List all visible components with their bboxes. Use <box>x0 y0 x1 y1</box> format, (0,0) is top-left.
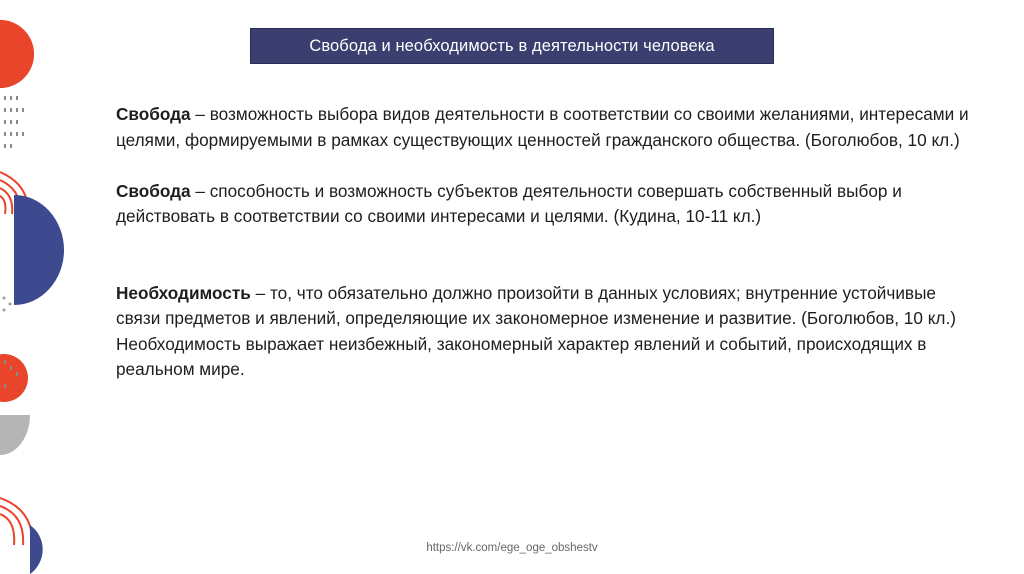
footer-link[interactable]: https://vk.com/ege_oge_obshestv <box>426 542 598 554</box>
red-circle <box>0 20 34 88</box>
navy-half-circle <box>14 195 64 305</box>
content-area <box>116 102 976 383</box>
title-bar <box>250 28 774 64</box>
concentric-arcs-bottom <box>0 498 32 545</box>
gray-shape <box>0 415 30 455</box>
necessity-extra-paragraph: Необходимость выражает неизбежный, закономерный характер явлений и событий, происходящих в реальном мире. <box>116 333 927 379</box>
page-title: Свобода и необходимость в деятельности человека <box>309 36 715 55</box>
small-dots <box>3 297 12 312</box>
term-freedom-1: Свобода <box>116 104 191 124</box>
term-freedom-2: Свобода <box>116 180 191 201</box>
definition-paragraph-3 <box>116 281 976 332</box>
definition-text-1: – возможность выбора видов деятельности в соответствии со своими желаниями, интересами и целями, формируемыми в рамках существующих ценностей гражданского общества. (Боголюбов, 10 кл.) <box>116 104 969 150</box>
dot-cluster <box>4 96 24 148</box>
term-necessity: Необходимость <box>116 282 251 303</box>
definition-paragraph-2 <box>116 179 976 230</box>
definition-text-2: – способность и возможность субъектов деятельности совершать собственный выбор и действовать в соответствии со своими интересами и целями. (Кудина, 10-11 кл.) <box>116 180 902 226</box>
decorative-pattern <box>0 0 70 574</box>
definition-paragraph-1 <box>116 102 976 153</box>
definition-text-3: – то, что обязательно должно произойти в данных условиях; внутренние устойчивые связи предметов и явлений, определяющие их закономерное изменение и развитие. (Боголюбов, 10 кл.) <box>116 282 956 328</box>
